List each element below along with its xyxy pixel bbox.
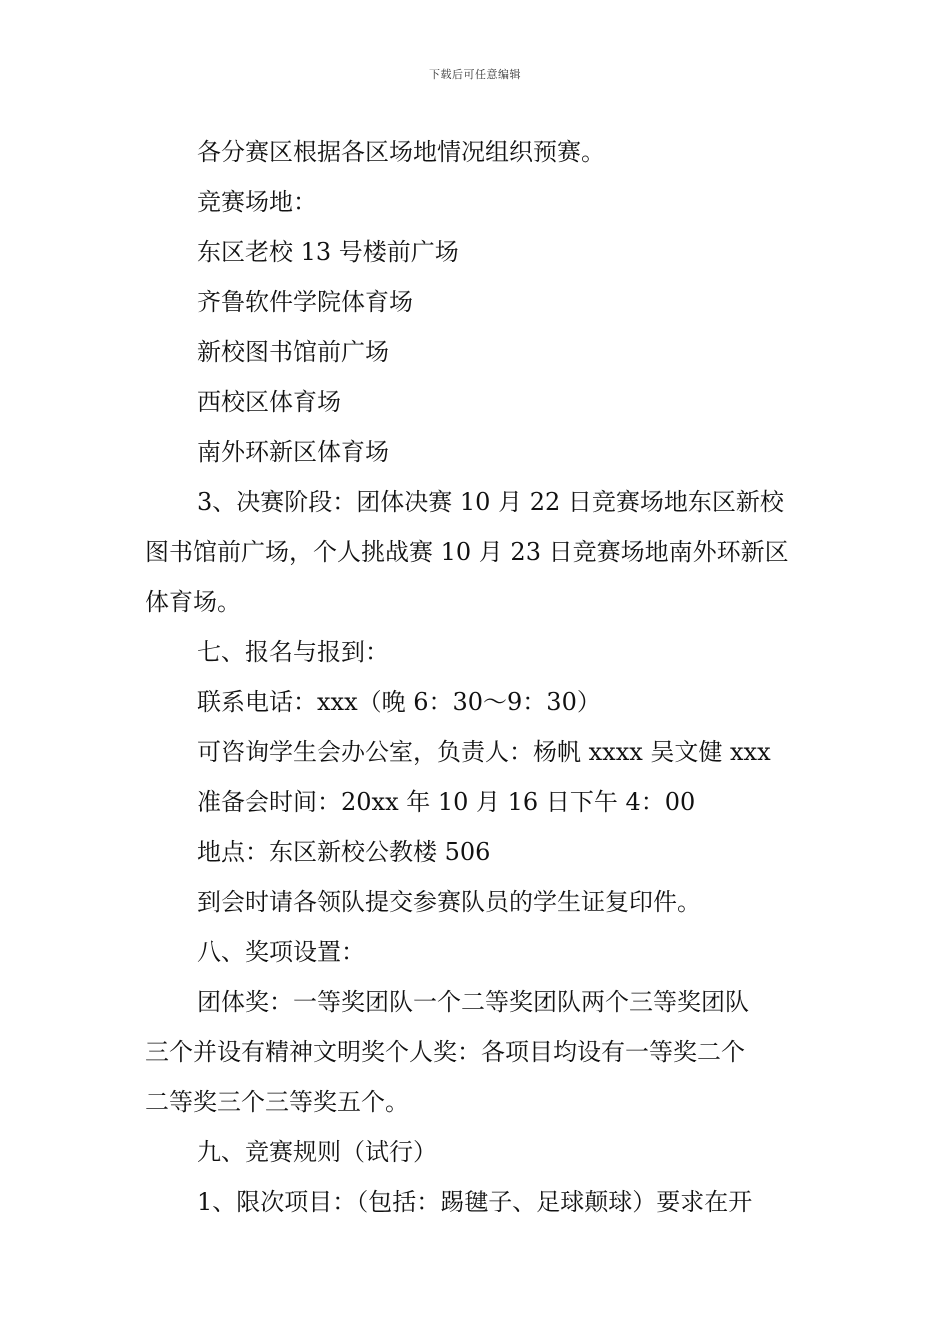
paragraph-line: 东区老校 13 号楼前广场 xyxy=(197,238,459,266)
paragraph-line: 团体奖：一等奖团队一个二等奖团队两个三等奖团队 xyxy=(197,988,749,1016)
document-body xyxy=(145,127,810,1227)
paragraph-line: 图书馆前广场，个人挑战赛 10 月 23 日竞赛场地南外环新区 xyxy=(145,538,789,566)
paragraph-line: 准备会时间：20xx 年 10 月 16 日下午 4：00 xyxy=(197,788,696,816)
section-heading: 九、竞赛规则（试行） xyxy=(197,1138,437,1166)
paragraph-line: 竞赛场地： xyxy=(197,188,317,216)
page-header: 下载后可任意编辑 xyxy=(429,68,521,81)
paragraph-line: 二等奖三个三等奖五个。 xyxy=(145,1088,409,1116)
section-heading: 八、奖项设置： xyxy=(197,938,365,966)
paragraph-line: 各分赛区根据各区场地情况组织预赛。 xyxy=(197,138,605,166)
paragraph-line: 三个并设有精神文明奖个人奖：各项目均设有一等奖二个 xyxy=(145,1038,745,1066)
paragraph-line: 西校区体育场 xyxy=(197,388,341,416)
paragraph-line: 新校图书馆前广场 xyxy=(197,338,389,366)
paragraph-line: 地点：东区新校公教楼 506 xyxy=(197,838,491,866)
paragraph-line: 南外环新区体育场 xyxy=(197,438,389,466)
paragraph-line: 可咨询学生会办公室，负责人：杨帆 xxxx 吴文健 xxx xyxy=(197,738,771,766)
section-heading: 七、报名与报到： xyxy=(197,638,389,666)
paragraph-line: 到会时请各领队提交参赛队员的学生证复印件。 xyxy=(197,888,701,916)
paragraph-line: 联系电话：xxx（晚 6：30～9：30） xyxy=(197,688,601,716)
paragraph-line: 3、决赛阶段：团体决赛 10 月 22 日竞赛场地东区新校 xyxy=(197,488,784,516)
paragraph-line: 体育场。 xyxy=(145,588,241,616)
paragraph-line: 齐鲁软件学院体育场 xyxy=(197,288,413,316)
paragraph-line: 1、限次项目：（包括：踢毽子、足球颠球）要求在开 xyxy=(197,1188,753,1216)
